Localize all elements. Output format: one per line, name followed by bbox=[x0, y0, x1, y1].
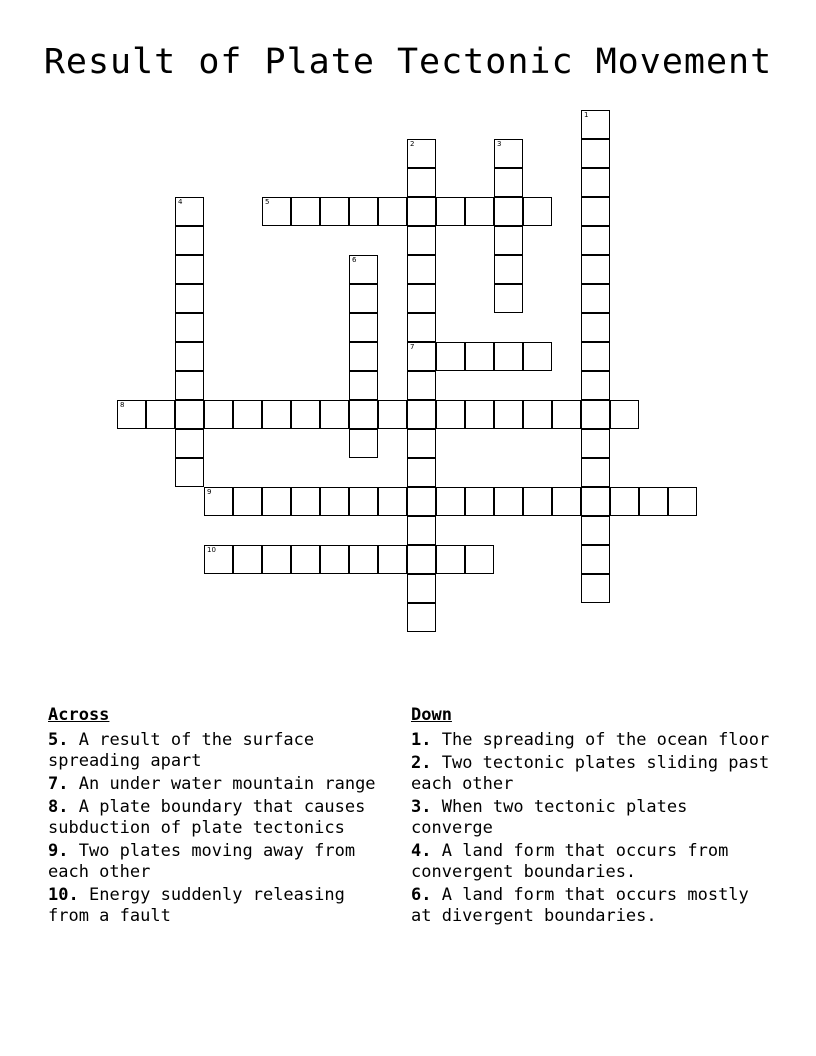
grid-cell[interactable] bbox=[378, 487, 407, 516]
grid-cell[interactable] bbox=[494, 139, 523, 168]
grid-cell[interactable] bbox=[349, 487, 378, 516]
grid-cell[interactable] bbox=[581, 487, 610, 516]
grid-cell[interactable] bbox=[407, 400, 436, 429]
grid-cell[interactable] bbox=[581, 458, 610, 487]
grid-cell[interactable] bbox=[407, 487, 436, 516]
grid-cell[interactable] bbox=[407, 226, 436, 255]
grid-cell[interactable] bbox=[581, 168, 610, 197]
clue-text: An under water mountain range bbox=[78, 774, 376, 794]
grid-cell[interactable] bbox=[407, 371, 436, 400]
grid-cell[interactable] bbox=[465, 342, 494, 371]
grid-cell[interactable] bbox=[262, 197, 291, 226]
grid-cell[interactable] bbox=[610, 487, 639, 516]
grid-cell[interactable] bbox=[668, 487, 697, 516]
grid-cell[interactable] bbox=[262, 545, 291, 574]
grid-cell[interactable] bbox=[407, 603, 436, 632]
grid-cell[interactable] bbox=[175, 313, 204, 342]
puzzle-title: Result of Plate Tectonic Movement bbox=[43, 42, 773, 82]
clue-text: A land form that occurs mostly at divergent boundaries. bbox=[411, 885, 749, 926]
grid-cell[interactable] bbox=[581, 400, 610, 429]
grid-cell[interactable] bbox=[407, 139, 436, 168]
clue-number: 4. bbox=[411, 841, 432, 861]
grid-cell[interactable] bbox=[349, 371, 378, 400]
grid-cell[interactable] bbox=[291, 400, 320, 429]
grid-cell[interactable] bbox=[146, 400, 175, 429]
grid-cell[interactable] bbox=[581, 429, 610, 458]
grid-cell[interactable] bbox=[175, 342, 204, 371]
grid-cell[interactable] bbox=[407, 516, 436, 545]
clue-number-label: 6 bbox=[352, 256, 357, 264]
grid-cell[interactable] bbox=[581, 371, 610, 400]
grid-cell[interactable] bbox=[523, 487, 552, 516]
across-clues bbox=[48, 705, 393, 929]
grid-cell[interactable] bbox=[523, 197, 552, 226]
grid-cell[interactable] bbox=[175, 458, 204, 487]
grid-cell[interactable] bbox=[581, 139, 610, 168]
grid-cell[interactable] bbox=[320, 545, 349, 574]
clue-number-label: 10 bbox=[207, 546, 216, 554]
grid-cell[interactable] bbox=[581, 574, 610, 603]
clue-number: 7. bbox=[48, 774, 69, 794]
clue-text: The spreading of the ocean floor bbox=[441, 730, 770, 750]
down-clue-4 bbox=[411, 841, 771, 883]
grid-cell[interactable] bbox=[552, 400, 581, 429]
clue-text: Two tectonic plates sliding past each other bbox=[411, 753, 770, 794]
clue-number-label: 1 bbox=[584, 111, 589, 119]
grid-cell[interactable] bbox=[175, 226, 204, 255]
grid-cell[interactable] bbox=[349, 429, 378, 458]
grid-cell[interactable] bbox=[465, 545, 494, 574]
grid-cell[interactable] bbox=[407, 574, 436, 603]
grid-cell[interactable] bbox=[233, 487, 262, 516]
clue-text: Energy suddenly releasing from a fault bbox=[48, 885, 345, 926]
grid-cell[interactable] bbox=[233, 400, 262, 429]
grid-cell[interactable] bbox=[494, 197, 523, 226]
clue-number-label: 9 bbox=[207, 488, 212, 496]
across-clue-7 bbox=[48, 774, 393, 795]
grid-cell[interactable] bbox=[262, 487, 291, 516]
grid-cell[interactable] bbox=[204, 487, 233, 516]
grid-cell[interactable] bbox=[349, 255, 378, 284]
grid-cell[interactable] bbox=[407, 313, 436, 342]
grid-cell[interactable] bbox=[494, 487, 523, 516]
grid-cell[interactable] bbox=[291, 487, 320, 516]
grid-cell[interactable] bbox=[581, 313, 610, 342]
down-clue-2 bbox=[411, 753, 771, 795]
grid-cell[interactable] bbox=[233, 545, 262, 574]
grid-cell[interactable] bbox=[407, 429, 436, 458]
clue-number-label: 5 bbox=[265, 198, 270, 206]
grid-cell[interactable] bbox=[494, 168, 523, 197]
grid-cell[interactable] bbox=[349, 197, 378, 226]
grid-cell[interactable] bbox=[407, 168, 436, 197]
clue-number: 9. bbox=[48, 841, 69, 861]
grid-cell[interactable] bbox=[639, 487, 668, 516]
grid-cell[interactable] bbox=[581, 545, 610, 574]
clue-number: 10. bbox=[48, 885, 79, 905]
clue-text: When two tectonic plates converge bbox=[411, 797, 688, 838]
grid-cell[interactable] bbox=[523, 342, 552, 371]
grid-cell[interactable] bbox=[552, 487, 581, 516]
clue-number-label: 2 bbox=[410, 140, 415, 148]
grid-cell[interactable] bbox=[175, 400, 204, 429]
down-heading: Down bbox=[411, 705, 452, 725]
clue-text: A land form that occurs from convergent boundaries. bbox=[411, 841, 729, 882]
grid-cell[interactable] bbox=[581, 226, 610, 255]
grid-cell[interactable] bbox=[581, 197, 610, 226]
grid-cell[interactable] bbox=[349, 400, 378, 429]
grid-cell[interactable] bbox=[349, 313, 378, 342]
down-clue-3 bbox=[411, 797, 771, 839]
clue-number: 3. bbox=[411, 797, 432, 817]
grid-cell[interactable] bbox=[581, 284, 610, 313]
grid-cell[interactable] bbox=[610, 400, 639, 429]
across-clue-10 bbox=[48, 885, 393, 927]
grid-cell[interactable] bbox=[117, 400, 146, 429]
grid-cell[interactable] bbox=[349, 284, 378, 313]
clue-number: 6. bbox=[411, 885, 432, 905]
clue-number: 8. bbox=[48, 797, 69, 817]
clue-text: Two plates moving away from each other bbox=[48, 841, 356, 882]
clue-number: 5. bbox=[48, 730, 69, 750]
grid-cell[interactable] bbox=[349, 342, 378, 371]
grid-cell[interactable] bbox=[320, 487, 349, 516]
grid-cell[interactable] bbox=[581, 516, 610, 545]
grid-cell[interactable] bbox=[465, 487, 494, 516]
clue-number: 1. bbox=[411, 730, 432, 750]
grid-cell[interactable] bbox=[581, 110, 610, 139]
grid-cell[interactable] bbox=[320, 197, 349, 226]
grid-cell[interactable] bbox=[581, 255, 610, 284]
grid-cell[interactable] bbox=[494, 226, 523, 255]
clue-number-label: 4 bbox=[178, 198, 183, 206]
grid-cell[interactable] bbox=[407, 545, 436, 574]
grid-cell[interactable] bbox=[175, 371, 204, 400]
clue-number-label: 7 bbox=[410, 343, 415, 351]
down-clues bbox=[411, 705, 771, 929]
grid-cell[interactable] bbox=[581, 342, 610, 371]
clue-text: A result of the surface spreading apart bbox=[48, 730, 315, 771]
clue-number-label: 8 bbox=[120, 401, 125, 409]
grid-cell[interactable] bbox=[407, 458, 436, 487]
grid-cell[interactable] bbox=[407, 255, 436, 284]
clue-number-label: 3 bbox=[497, 140, 502, 148]
grid-cell[interactable] bbox=[378, 545, 407, 574]
grid-cell[interactable] bbox=[291, 545, 320, 574]
grid-cell[interactable] bbox=[320, 400, 349, 429]
grid-cell[interactable] bbox=[349, 545, 378, 574]
grid-cell[interactable] bbox=[262, 400, 291, 429]
grid-cell[interactable] bbox=[436, 197, 465, 226]
grid-cell[interactable] bbox=[494, 284, 523, 313]
down-clue-1 bbox=[411, 730, 771, 751]
grid-cell[interactable] bbox=[436, 545, 465, 574]
grid-cell[interactable] bbox=[175, 197, 204, 226]
grid-cell[interactable] bbox=[436, 342, 465, 371]
grid-cell[interactable] bbox=[407, 342, 436, 371]
clue-text: A plate boundary that causes subduction of plate tectonics bbox=[48, 797, 366, 838]
grid-cell[interactable] bbox=[494, 342, 523, 371]
grid-cell[interactable] bbox=[523, 400, 552, 429]
grid-cell[interactable] bbox=[494, 400, 523, 429]
grid-cell[interactable] bbox=[494, 255, 523, 284]
grid-cell[interactable] bbox=[175, 284, 204, 313]
grid-cell[interactable] bbox=[291, 197, 320, 226]
clue-number: 2. bbox=[411, 753, 432, 773]
down-clue-6 bbox=[411, 885, 771, 927]
grid-cell[interactable] bbox=[465, 400, 494, 429]
across-clue-5 bbox=[48, 730, 393, 772]
grid-cell[interactable] bbox=[378, 197, 407, 226]
across-clue-8 bbox=[48, 797, 393, 839]
grid-cell[interactable] bbox=[407, 197, 436, 226]
grid-cell[interactable] bbox=[407, 284, 436, 313]
across-clue-9 bbox=[48, 841, 393, 883]
grid-cell[interactable] bbox=[175, 255, 204, 284]
grid-cell[interactable] bbox=[204, 400, 233, 429]
grid-cell[interactable] bbox=[378, 400, 407, 429]
across-heading: Across bbox=[48, 705, 110, 725]
grid-cell[interactable] bbox=[465, 197, 494, 226]
grid-cell[interactable] bbox=[436, 487, 465, 516]
grid-cell[interactable] bbox=[204, 545, 233, 574]
grid-cell[interactable] bbox=[436, 400, 465, 429]
grid-cell[interactable] bbox=[175, 429, 204, 458]
